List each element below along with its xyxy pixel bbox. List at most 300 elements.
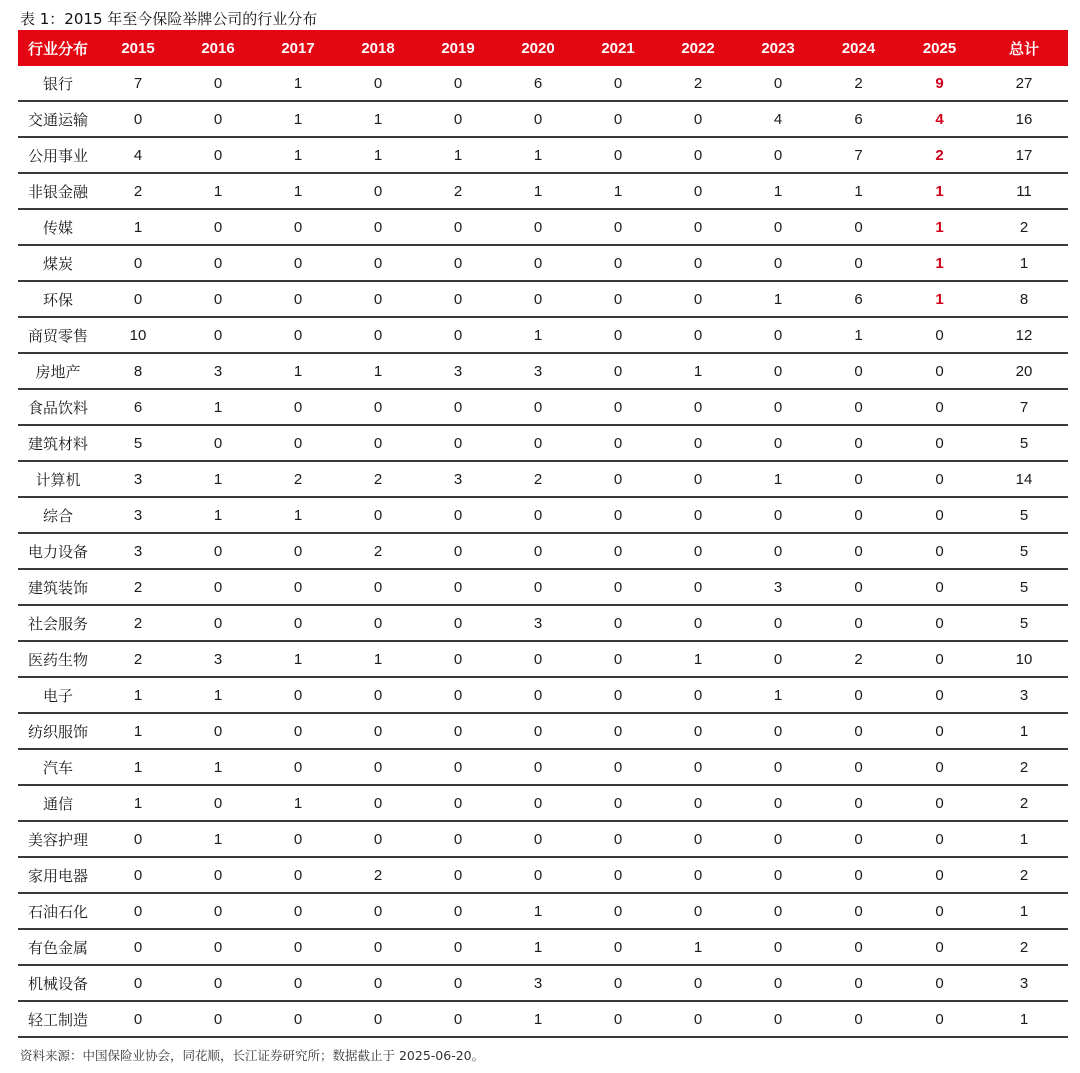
value-cell: 1 <box>899 281 980 317</box>
value-cell: 0 <box>338 281 418 317</box>
header-year: 2015 <box>98 30 178 66</box>
value-cell: 0 <box>738 353 818 389</box>
value-cell: 0 <box>899 965 980 1001</box>
industry-cell: 汽车 <box>18 749 98 785</box>
value-cell: 0 <box>818 857 899 893</box>
value-cell: 0 <box>338 821 418 857</box>
value-cell: 0 <box>178 281 258 317</box>
value-cell: 0 <box>658 209 738 245</box>
value-cell: 1 <box>658 353 738 389</box>
table-row <box>18 425 1068 461</box>
value-cell: 5 <box>98 425 178 461</box>
value-cell: 0 <box>818 605 899 641</box>
industry-cell: 美容护理 <box>18 821 98 857</box>
table-row <box>18 605 1068 641</box>
value-cell: 0 <box>899 893 980 929</box>
value-cell: 1 <box>338 353 418 389</box>
value-cell: 0 <box>738 785 818 821</box>
value-cell: 0 <box>258 569 338 605</box>
value-cell: 2 <box>258 461 338 497</box>
industry-cell: 建筑材料 <box>18 425 98 461</box>
table-row <box>18 66 1068 101</box>
value-cell: 0 <box>498 497 578 533</box>
value-cell: 0 <box>338 749 418 785</box>
table-row <box>18 857 1068 893</box>
value-cell: 0 <box>418 245 498 281</box>
value-cell: 0 <box>418 533 498 569</box>
header-year: 2016 <box>178 30 258 66</box>
value-cell: 0 <box>258 857 338 893</box>
value-cell: 0 <box>258 209 338 245</box>
value-cell: 0 <box>658 389 738 425</box>
value-cell: 1 <box>258 101 338 137</box>
value-cell: 0 <box>818 677 899 713</box>
value-cell: 1 <box>818 317 899 353</box>
value-cell: 0 <box>578 749 658 785</box>
value-cell: 0 <box>578 569 658 605</box>
value-cell: 8 <box>98 353 178 389</box>
value-cell: 0 <box>738 317 818 353</box>
value-cell: 0 <box>818 821 899 857</box>
value-cell: 2 <box>338 857 418 893</box>
value-cell: 0 <box>178 893 258 929</box>
value-cell: 1 <box>899 209 980 245</box>
value-cell: 0 <box>98 1001 178 1037</box>
industry-cell: 医药生物 <box>18 641 98 677</box>
header-year: 2020 <box>498 30 578 66</box>
value-cell: 2 <box>338 461 418 497</box>
table-row <box>18 965 1068 1001</box>
value-cell: 1 <box>498 1001 578 1037</box>
value-cell: 0 <box>899 713 980 749</box>
value-cell: 0 <box>578 497 658 533</box>
value-cell: 0 <box>578 245 658 281</box>
value-cell: 0 <box>178 66 258 101</box>
value-cell: 0 <box>498 641 578 677</box>
value-cell: 0 <box>899 317 980 353</box>
value-cell: 1 <box>498 173 578 209</box>
table-row <box>18 317 1068 353</box>
value-cell: 0 <box>578 353 658 389</box>
value-cell: 0 <box>818 425 899 461</box>
value-cell: 0 <box>578 533 658 569</box>
value-cell: 0 <box>498 389 578 425</box>
total-cell: 1 <box>980 893 1068 929</box>
value-cell: 0 <box>658 101 738 137</box>
value-cell: 0 <box>258 245 338 281</box>
table-row <box>18 389 1068 425</box>
value-cell: 0 <box>498 749 578 785</box>
value-cell: 1 <box>818 173 899 209</box>
value-cell: 0 <box>98 101 178 137</box>
value-cell: 1 <box>98 677 178 713</box>
value-cell: 1 <box>98 785 178 821</box>
value-cell: 4 <box>98 137 178 173</box>
industry-cell: 商贸零售 <box>18 317 98 353</box>
value-cell: 0 <box>818 245 899 281</box>
value-cell: 0 <box>498 101 578 137</box>
value-cell: 0 <box>738 605 818 641</box>
value-cell: 1 <box>578 173 658 209</box>
value-cell: 1 <box>258 137 338 173</box>
value-cell: 0 <box>658 245 738 281</box>
value-cell: 0 <box>98 965 178 1001</box>
value-cell: 0 <box>178 533 258 569</box>
value-cell: 0 <box>98 281 178 317</box>
header-industry: 行业分布 <box>18 30 98 66</box>
value-cell: 0 <box>258 605 338 641</box>
value-cell: 0 <box>418 857 498 893</box>
total-cell: 3 <box>980 965 1068 1001</box>
header-year: 2023 <box>738 30 818 66</box>
value-cell: 0 <box>178 245 258 281</box>
total-cell: 2 <box>980 929 1068 965</box>
value-cell: 0 <box>658 749 738 785</box>
value-cell: 0 <box>418 677 498 713</box>
value-cell: 0 <box>258 425 338 461</box>
value-cell: 0 <box>818 749 899 785</box>
value-cell: 0 <box>818 389 899 425</box>
header-year: 2021 <box>578 30 658 66</box>
value-cell: 6 <box>498 66 578 101</box>
value-cell: 1 <box>178 497 258 533</box>
value-cell: 0 <box>178 857 258 893</box>
header-year: 2025 <box>899 30 980 66</box>
value-cell: 0 <box>498 713 578 749</box>
value-cell: 6 <box>818 281 899 317</box>
value-cell: 0 <box>258 713 338 749</box>
value-cell: 0 <box>258 821 338 857</box>
value-cell: 0 <box>578 317 658 353</box>
header-year: 2018 <box>338 30 418 66</box>
value-cell: 0 <box>258 281 338 317</box>
value-cell: 0 <box>578 101 658 137</box>
value-cell: 2 <box>899 137 980 173</box>
value-cell: 0 <box>258 1001 338 1037</box>
total-cell: 2 <box>980 857 1068 893</box>
total-cell: 8 <box>980 281 1068 317</box>
value-cell: 2 <box>818 641 899 677</box>
table-row <box>18 929 1068 965</box>
value-cell: 1 <box>498 317 578 353</box>
value-cell: 2 <box>418 173 498 209</box>
total-cell: 3 <box>980 677 1068 713</box>
industry-cell: 家用电器 <box>18 857 98 893</box>
value-cell: 2 <box>98 605 178 641</box>
value-cell: 0 <box>338 929 418 965</box>
table-row <box>18 353 1068 389</box>
value-cell: 0 <box>498 677 578 713</box>
value-cell: 0 <box>578 821 658 857</box>
value-cell: 1 <box>178 461 258 497</box>
value-cell: 1 <box>258 497 338 533</box>
table-row <box>18 749 1068 785</box>
value-cell: 0 <box>818 785 899 821</box>
value-cell: 0 <box>578 137 658 173</box>
value-cell: 0 <box>818 461 899 497</box>
total-cell: 1 <box>980 713 1068 749</box>
value-cell: 4 <box>899 101 980 137</box>
value-cell: 0 <box>818 713 899 749</box>
value-cell: 0 <box>338 66 418 101</box>
value-cell: 0 <box>498 281 578 317</box>
value-cell: 0 <box>899 1001 980 1037</box>
value-cell: 0 <box>418 281 498 317</box>
value-cell: 0 <box>658 461 738 497</box>
value-cell: 0 <box>658 677 738 713</box>
industry-cell: 通信 <box>18 785 98 821</box>
value-cell: 0 <box>498 425 578 461</box>
value-cell: 1 <box>98 713 178 749</box>
value-cell: 1 <box>498 929 578 965</box>
value-cell: 6 <box>98 389 178 425</box>
value-cell: 0 <box>578 66 658 101</box>
value-cell: 0 <box>338 497 418 533</box>
value-cell: 1 <box>178 173 258 209</box>
total-cell: 2 <box>980 749 1068 785</box>
industry-cell: 电子 <box>18 677 98 713</box>
value-cell: 1 <box>258 173 338 209</box>
value-cell: 0 <box>178 317 258 353</box>
industry-cell: 电力设备 <box>18 533 98 569</box>
value-cell: 0 <box>899 497 980 533</box>
value-cell: 0 <box>899 605 980 641</box>
value-cell: 0 <box>899 353 980 389</box>
value-cell: 0 <box>658 317 738 353</box>
value-cell: 0 <box>899 677 980 713</box>
value-cell: 0 <box>738 929 818 965</box>
value-cell: 0 <box>899 929 980 965</box>
value-cell: 0 <box>338 209 418 245</box>
industry-cell: 石油石化 <box>18 893 98 929</box>
value-cell: 0 <box>338 605 418 641</box>
value-cell: 0 <box>578 389 658 425</box>
value-cell: 0 <box>178 1001 258 1037</box>
table-row <box>18 461 1068 497</box>
value-cell: 0 <box>498 245 578 281</box>
table-row <box>18 1001 1068 1037</box>
value-cell: 0 <box>818 1001 899 1037</box>
value-cell: 0 <box>818 497 899 533</box>
value-cell: 0 <box>658 173 738 209</box>
value-cell: 3 <box>178 641 258 677</box>
value-cell: 0 <box>738 821 818 857</box>
industry-cell: 纺织服饰 <box>18 713 98 749</box>
total-cell: 1 <box>980 821 1068 857</box>
value-cell: 0 <box>418 785 498 821</box>
value-cell: 0 <box>178 929 258 965</box>
value-cell: 0 <box>258 929 338 965</box>
value-cell: 0 <box>418 713 498 749</box>
value-cell: 0 <box>418 929 498 965</box>
total-cell: 5 <box>980 497 1068 533</box>
value-cell: 0 <box>818 929 899 965</box>
value-cell: 1 <box>338 137 418 173</box>
total-cell: 1 <box>980 1001 1068 1037</box>
value-cell: 0 <box>578 461 658 497</box>
value-cell: 0 <box>178 101 258 137</box>
value-cell: 1 <box>738 461 818 497</box>
value-cell: 0 <box>899 569 980 605</box>
value-cell: 1 <box>658 641 738 677</box>
value-cell: 0 <box>818 965 899 1001</box>
value-cell: 0 <box>178 605 258 641</box>
value-cell: 0 <box>178 425 258 461</box>
value-cell: 0 <box>899 533 980 569</box>
value-cell: 4 <box>738 101 818 137</box>
header-year: 2022 <box>658 30 738 66</box>
value-cell: 0 <box>738 641 818 677</box>
value-cell: 2 <box>338 533 418 569</box>
value-cell: 0 <box>899 641 980 677</box>
industry-cell: 综合 <box>18 497 98 533</box>
value-cell: 0 <box>578 1001 658 1037</box>
value-cell: 0 <box>418 389 498 425</box>
header-year: 2017 <box>258 30 338 66</box>
value-cell: 0 <box>658 137 738 173</box>
value-cell: 0 <box>818 209 899 245</box>
value-cell: 0 <box>178 965 258 1001</box>
value-cell: 0 <box>738 209 818 245</box>
industry-cell: 社会服务 <box>18 605 98 641</box>
industry-cell: 机械设备 <box>18 965 98 1001</box>
value-cell: 0 <box>899 461 980 497</box>
table-row <box>18 137 1068 173</box>
table-caption: 表 1：2015 年至今保险举牌公司的行业分布 <box>20 10 318 28</box>
value-cell: 0 <box>178 569 258 605</box>
value-cell: 0 <box>338 245 418 281</box>
total-cell: 2 <box>980 209 1068 245</box>
value-cell: 1 <box>258 641 338 677</box>
value-cell: 3 <box>98 533 178 569</box>
value-cell: 3 <box>498 965 578 1001</box>
value-cell: 0 <box>498 209 578 245</box>
value-cell: 0 <box>578 605 658 641</box>
total-cell: 5 <box>980 605 1068 641</box>
value-cell: 0 <box>578 425 658 461</box>
total-cell: 11 <box>980 173 1068 209</box>
value-cell: 0 <box>418 569 498 605</box>
value-cell: 0 <box>418 101 498 137</box>
value-cell: 3 <box>98 461 178 497</box>
industry-cell: 传媒 <box>18 209 98 245</box>
value-cell: 0 <box>178 209 258 245</box>
total-cell: 5 <box>980 533 1068 569</box>
value-cell: 7 <box>98 66 178 101</box>
value-cell: 0 <box>818 533 899 569</box>
value-cell: 0 <box>658 533 738 569</box>
value-cell: 1 <box>178 677 258 713</box>
value-cell: 0 <box>658 497 738 533</box>
value-cell: 3 <box>498 353 578 389</box>
value-cell: 0 <box>658 821 738 857</box>
value-cell: 7 <box>818 137 899 173</box>
value-cell: 0 <box>818 353 899 389</box>
value-cell: 0 <box>738 425 818 461</box>
value-cell: 0 <box>178 137 258 173</box>
table-row <box>18 533 1068 569</box>
value-cell: 2 <box>98 569 178 605</box>
industry-cell: 食品饮料 <box>18 389 98 425</box>
value-cell: 0 <box>258 389 338 425</box>
table-row <box>18 497 1068 533</box>
industry-cell: 公用事业 <box>18 137 98 173</box>
value-cell: 0 <box>899 389 980 425</box>
value-cell: 3 <box>498 605 578 641</box>
value-cell: 1 <box>899 245 980 281</box>
value-cell: 0 <box>498 857 578 893</box>
value-cell: 0 <box>738 245 818 281</box>
industry-cell: 轻工制造 <box>18 1001 98 1037</box>
total-cell: 2 <box>980 785 1068 821</box>
industry-cell: 煤炭 <box>18 245 98 281</box>
value-cell: 0 <box>418 821 498 857</box>
table-row <box>18 713 1068 749</box>
value-cell: 0 <box>498 569 578 605</box>
table-row <box>18 785 1068 821</box>
source-note: 资料来源：中国保险业协会，同花顺，长江证券研究所；数据截止于 2025-06-20。 <box>20 1048 485 1063</box>
value-cell: 0 <box>738 749 818 785</box>
total-cell: 20 <box>980 353 1068 389</box>
value-cell: 0 <box>578 857 658 893</box>
value-cell: 0 <box>98 821 178 857</box>
value-cell: 0 <box>338 425 418 461</box>
value-cell: 0 <box>578 929 658 965</box>
value-cell: 1 <box>98 749 178 785</box>
value-cell: 0 <box>418 209 498 245</box>
header-year: 2024 <box>818 30 899 66</box>
value-cell: 0 <box>578 641 658 677</box>
value-cell: 2 <box>98 173 178 209</box>
value-cell: 1 <box>658 929 738 965</box>
value-cell: 0 <box>98 893 178 929</box>
value-cell: 0 <box>258 317 338 353</box>
value-cell: 1 <box>258 785 338 821</box>
value-cell: 0 <box>658 605 738 641</box>
value-cell: 0 <box>258 677 338 713</box>
total-cell: 16 <box>980 101 1068 137</box>
value-cell: 3 <box>178 353 258 389</box>
value-cell: 1 <box>98 209 178 245</box>
value-cell: 10 <box>98 317 178 353</box>
value-cell: 6 <box>818 101 899 137</box>
value-cell: 0 <box>98 245 178 281</box>
value-cell: 1 <box>178 821 258 857</box>
industry-cell: 房地产 <box>18 353 98 389</box>
value-cell: 0 <box>818 893 899 929</box>
total-cell: 17 <box>980 137 1068 173</box>
table-header-row <box>18 30 1068 66</box>
value-cell: 2 <box>498 461 578 497</box>
value-cell: 3 <box>418 461 498 497</box>
header-year: 2019 <box>418 30 498 66</box>
value-cell: 0 <box>658 569 738 605</box>
value-cell: 0 <box>338 785 418 821</box>
value-cell: 0 <box>418 893 498 929</box>
value-cell: 0 <box>258 533 338 569</box>
value-cell: 0 <box>899 749 980 785</box>
industry-cell: 环保 <box>18 281 98 317</box>
value-cell: 0 <box>338 1001 418 1037</box>
value-cell: 0 <box>738 893 818 929</box>
value-cell: 2 <box>98 641 178 677</box>
value-cell: 0 <box>738 965 818 1001</box>
industry-distribution-table <box>18 30 1068 1038</box>
total-cell: 10 <box>980 641 1068 677</box>
value-cell: 0 <box>818 569 899 605</box>
table-row <box>18 641 1068 677</box>
value-cell: 0 <box>498 533 578 569</box>
